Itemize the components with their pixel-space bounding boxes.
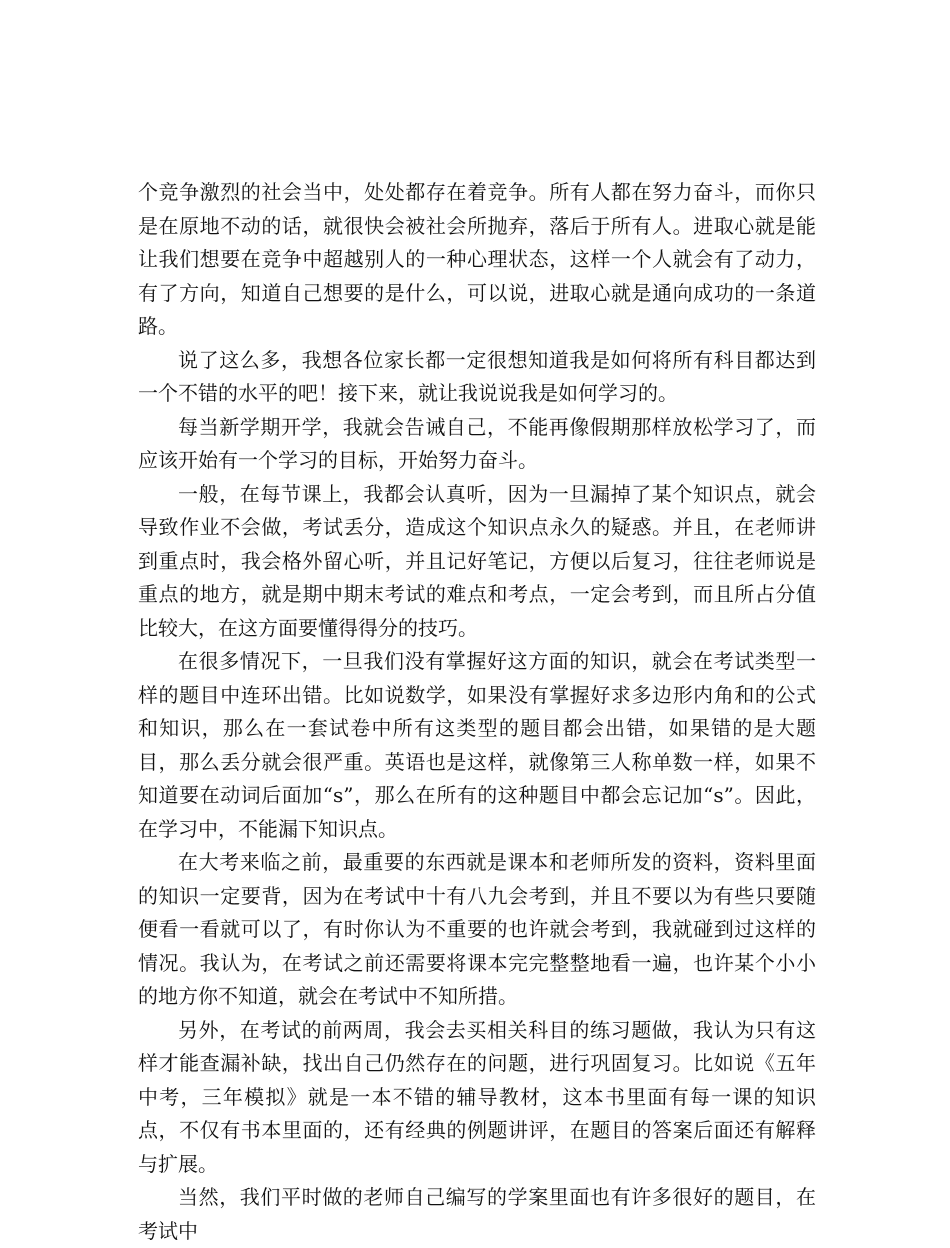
paragraph-1: 个竞争激烈的社会当中，处处都存在着竞争。所有人都在努力奋斗，而你只是在原地不动的话，就很快会被社会所抛弃，落后于所有人。进取心就是能让我们想要在竞争中超越别人的一种心理状态，这样一个人就会有了动力，有了方向，知道自己想要的是什么，可以说，进取心就是通向成功的一条道路。 [138, 180, 816, 338]
paragraph-6: 在大考来临之前，最重要的东西就是课本和老师所发的资料，资料里面的知识一定要背，因为在考试中十有八九会考到，并且不要以为有些只要随便看一看就可以了，有时你认为不重要的也许就会考到，我就碰到过这样的情况。我认为，在考试之前还需要将课本完完整整地看一遍，也许某个小小的地方你不知道，就会在考试中不知所措。 [138, 850, 816, 1008]
paragraph-4: 一般，在每节课上，我都会认真听，因为一旦漏掉了某个知识点，就会导致作业不会做，考试丢分，造成这个知识点永久的疑惑。并且，在老师讲到重点时，我会格外留心听，并且记好笔记，方便以后复习，往往老师说是重点的地方，就是期中期末考试的难点和考点，一定会考到，而且所占分值比较大，在这方面要懂得得分的技巧。 [138, 481, 816, 640]
paragraph-8: 当然，我们平时做的老师自己编写的学案里面也有许多很好的题目，在考试中 [138, 1185, 816, 1243]
paragraph-3: 每当新学期开学，我就会告诫自己，不能再像假期那样放松学习了，而应该开始有一个学习的目标，开始努力奋斗。 [138, 414, 816, 472]
paragraph-2: 说了这么多，我想各位家长都一定很想知道我是如何将所有科目都达到一个不错的水平的吧！接下来，就让我说说我是如何学习的。 [138, 347, 816, 405]
document-body [138, 176, 816, 1248]
paragraph-7: 另外，在考试的前两周，我会去买相关科目的练习题做，我认为只有这样才能查漏补缺，找出自己仍然存在的问题，进行巩固复习。比如说《五年中考，三年模拟》就是一本不错的辅导教材，这本书里面有每一课的知识点，不仅有书本里面的，还有经典的例题讲评，在题目的答案后面还有解释与扩展。 [138, 1017, 816, 1176]
paragraph-5: 在很多情况下，一旦我们没有掌握好这方面的知识，就会在考试类型一样的题目中连环出错。比如说数学，如果没有掌握好求多边形内角和的公式和知识，那么在一套试卷中所有这类型的题目都会出错，如果错的是大题目，那么丢分就会很严重。英语也是这样，就像第三人称单数一样，如果不知道要在动词后面加“s”，那么在所有的这种题目中都会忘记加“s”。因此，在学习中，不能漏下知识点。 [138, 649, 816, 841]
